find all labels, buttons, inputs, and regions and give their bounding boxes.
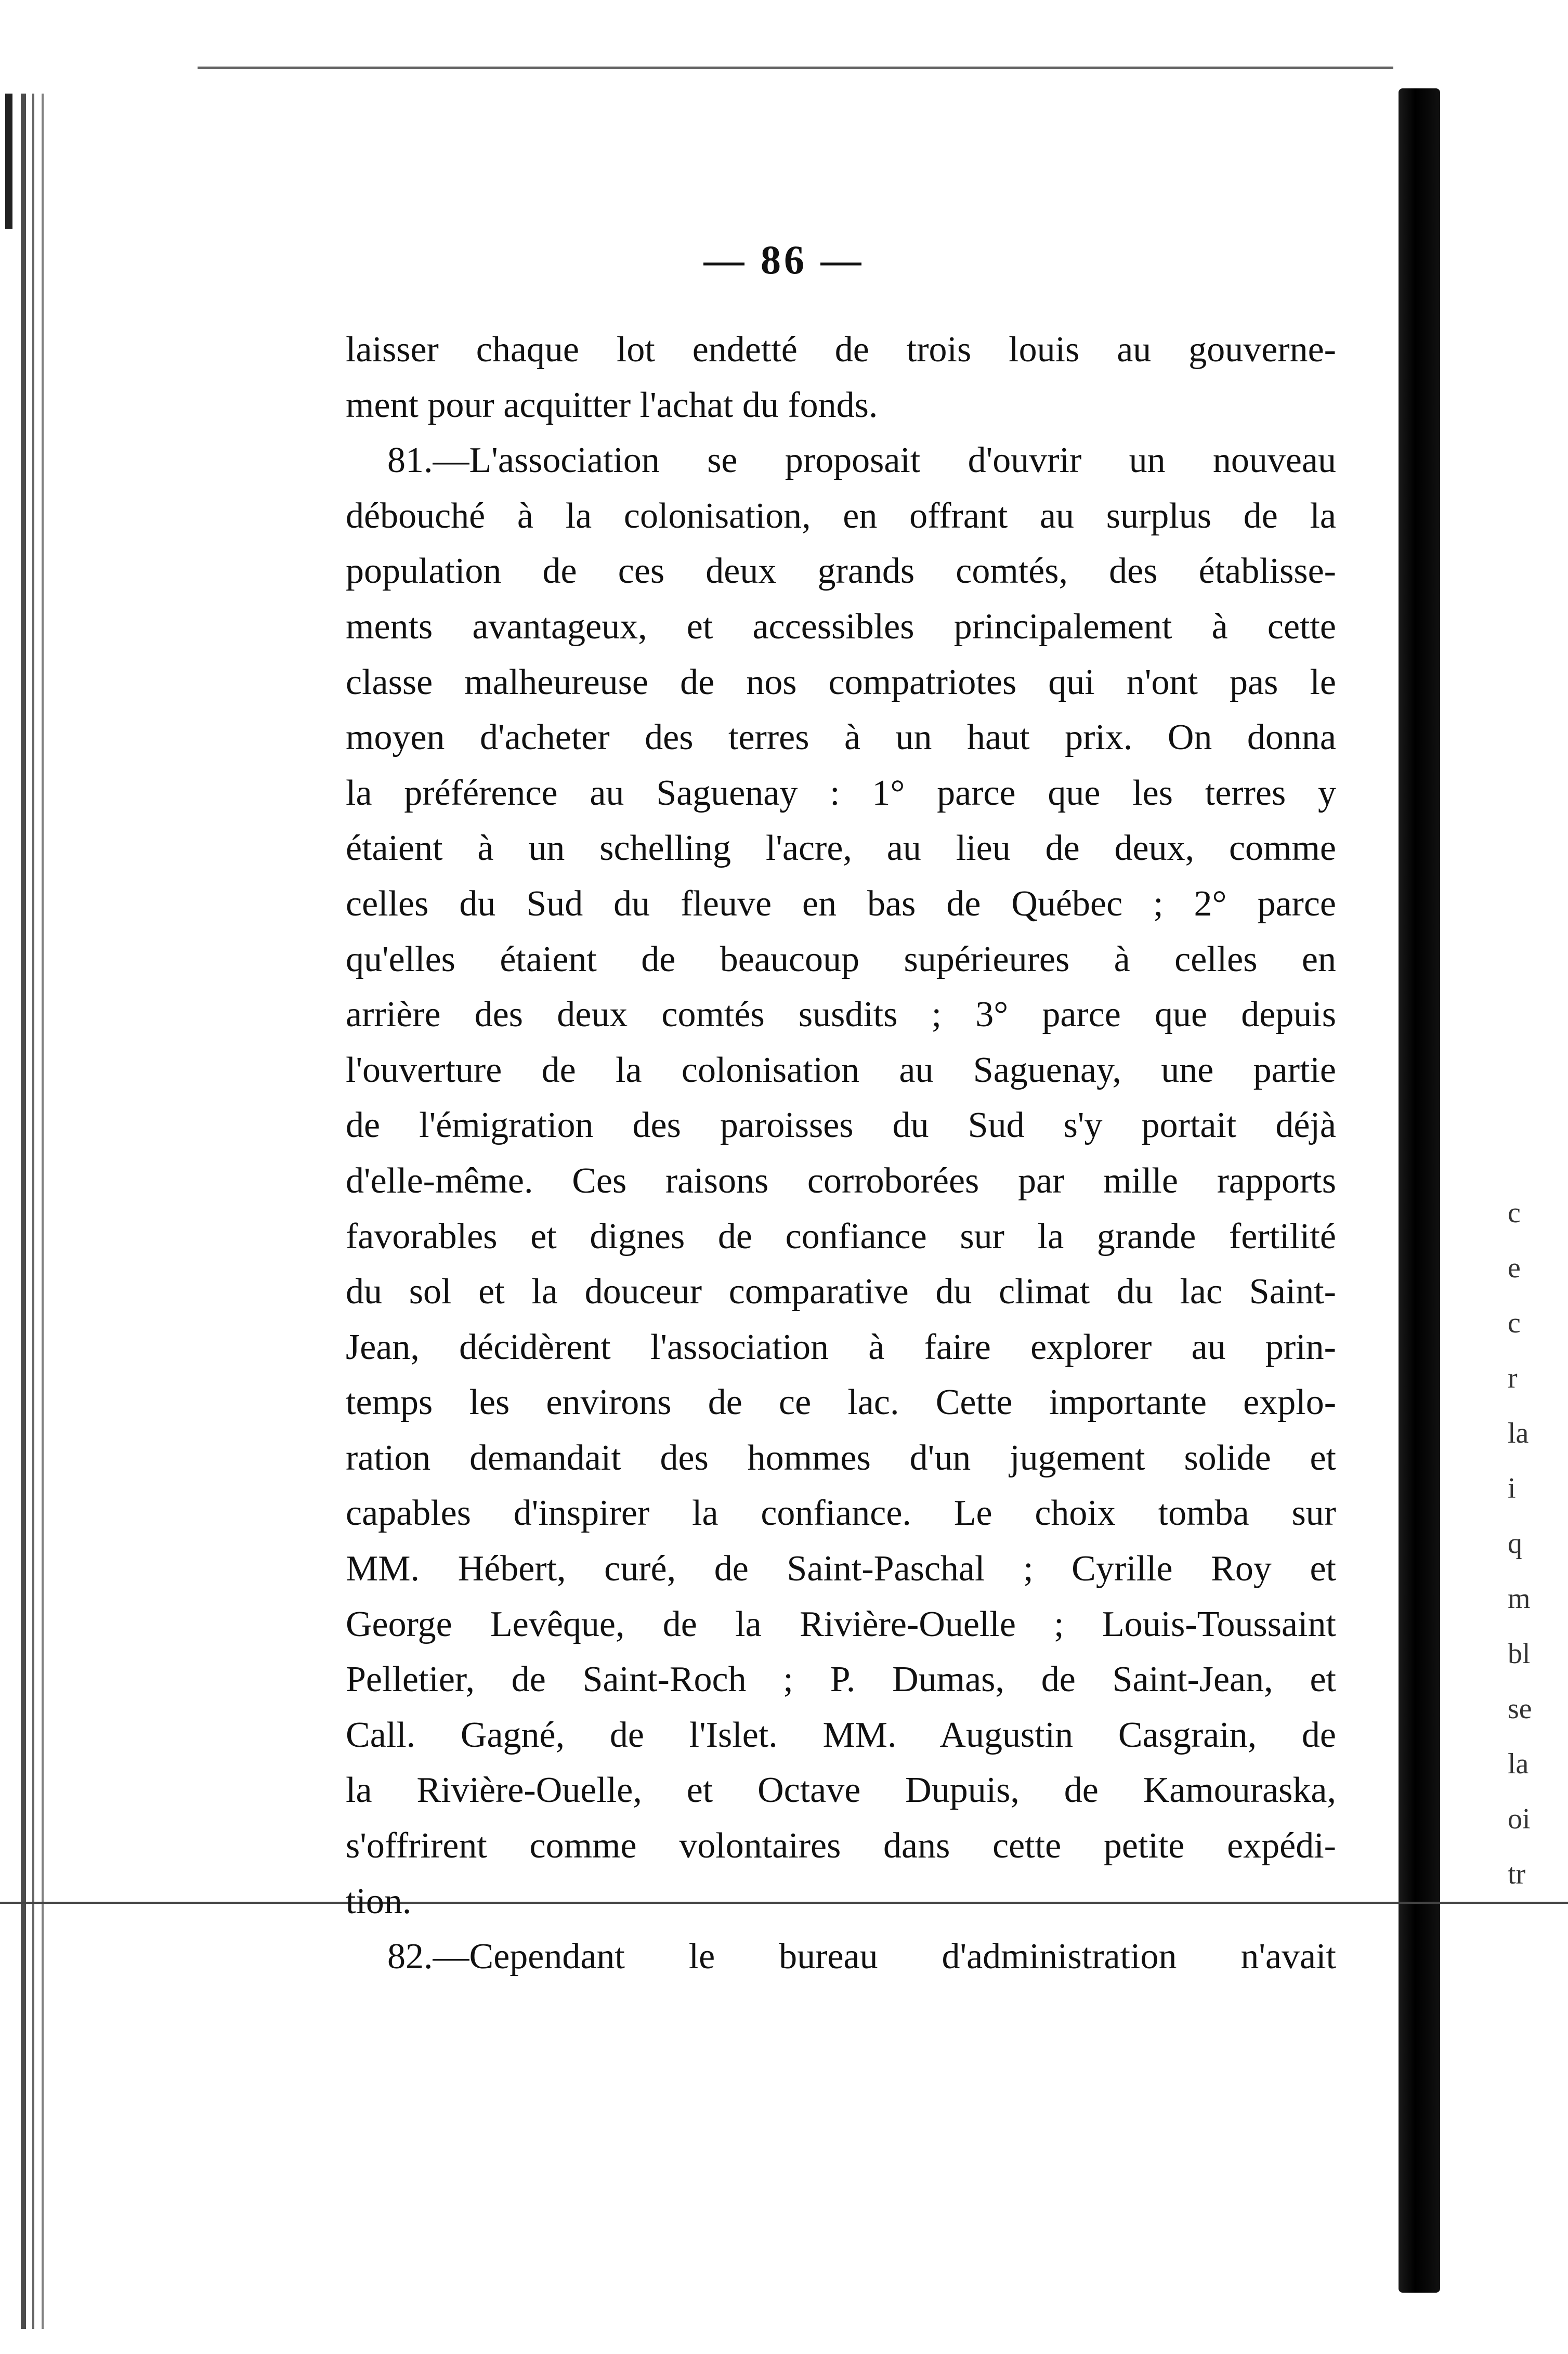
text-line: qu'elles étaient de beaucoup supérieures à celles en xyxy=(346,939,1336,979)
adjacent-page-fragment: r xyxy=(1508,1362,1518,1394)
text-line: capables d'inspirer la confiance. Le choix tomba sur xyxy=(346,1493,1336,1534)
text-line: tion. xyxy=(346,1881,412,1921)
text-line: la Rivière-Ouelle, et Octave Dupuis, de Kamouraska, xyxy=(346,1770,1336,1811)
text-line: arrière des deux comtés susdits ; 3° parce que depuis xyxy=(346,995,1336,1035)
text-line: s'offrirent comme volontaires dans cette petite expédi- xyxy=(346,1826,1336,1866)
adjacent-page-fragment: tr xyxy=(1508,1858,1526,1890)
scan-top-line xyxy=(198,67,1393,69)
text-line: 82.—Cependant le bureau d'administration n'avait xyxy=(387,1937,1336,1977)
scan-left-edge xyxy=(21,94,52,2329)
adjacent-page-fragment: la xyxy=(1508,1417,1529,1449)
text-line: la préférence au Saguenay : 1° parce que les terres y xyxy=(346,773,1336,813)
adjacent-page-fragment: i xyxy=(1508,1472,1516,1505)
text-line: moyen d'acheter des terres à un haut prix. On donna xyxy=(346,717,1336,758)
adjacent-page-fragment: q xyxy=(1508,1527,1522,1560)
text-line: ments avantageux, et accessibles principalement à cette xyxy=(346,606,1336,647)
adjacent-page-fragment: m xyxy=(1508,1583,1531,1615)
text-line: débouché à la colonisation, en offrant au surplus de la xyxy=(346,495,1336,536)
text-line: étaient à un schelling l'acre, au lieu de deux, comme xyxy=(346,828,1336,869)
text-line: d'elle-même. Ces raisons corroborées par mille rapports xyxy=(346,1160,1336,1201)
text-line: Jean, décidèrent l'association à faire explorer au prin- xyxy=(346,1327,1336,1367)
adjacent-page-fragment: e xyxy=(1508,1252,1521,1284)
text-line: population de ces deux grands comtés, des établisse- xyxy=(346,551,1336,592)
text-line: celles du Sud du fleuve en bas de Québec ; 2° parce xyxy=(346,883,1336,924)
text-line: 81.—L'association se proposait d'ouvrir un nouveau xyxy=(387,440,1336,481)
text-line: l'ouverture de la colonisation au Saguenay, une partie xyxy=(346,1050,1336,1090)
page-body xyxy=(346,322,1336,1985)
adjacent-page-fragment: c xyxy=(1508,1307,1521,1339)
text-line: Pelletier, de Saint-Roch ; P. Dumas, de Saint-Jean, et xyxy=(346,1659,1336,1700)
page-number-header: — 86 — xyxy=(703,237,865,282)
text-line: ration demandait des hommes d'un jugement solide et xyxy=(346,1437,1336,1478)
adjacent-page-fragment: c xyxy=(1508,1197,1521,1229)
text-line: favorables et dignes de confiance sur la grande fertilité xyxy=(346,1216,1336,1257)
adjacent-page-fragment: la xyxy=(1508,1748,1529,1780)
adjacent-page-fragment: oi xyxy=(1508,1803,1531,1835)
text-line: de l'émigration des paroisses du Sud s'y portait déjà xyxy=(346,1105,1336,1146)
text-line: George Levêque, de la Rivière-Ouelle ; Louis-Toussaint xyxy=(346,1604,1336,1644)
text-line: MM. Hébert, curé, de Saint-Paschal ; Cyrille Roy et xyxy=(346,1549,1336,1589)
adjacent-page-fragments xyxy=(1508,1185,1568,1902)
book-gutter-shadow xyxy=(1399,88,1440,2293)
adjacent-page-fragment: se xyxy=(1508,1693,1532,1725)
adjacent-page-fragment: bl xyxy=(1508,1638,1531,1670)
text-line: laisser chaque lot endetté de trois louis au gouverne- xyxy=(346,330,1336,370)
text-line: du sol et la douceur comparative du climat du lac Saint- xyxy=(346,1272,1336,1312)
text-line: temps les environs de ce lac. Cette importante explo- xyxy=(346,1382,1336,1423)
text-line: Call. Gagné, de l'Islet. MM. Augustin Casgrain, de xyxy=(346,1715,1336,1755)
text-line: ment pour acquitter l'achat du fonds. xyxy=(346,385,878,425)
scan-left-mark xyxy=(5,94,12,229)
text-line: classe malheureuse de nos compatriotes qui n'ont pas le xyxy=(346,662,1336,702)
